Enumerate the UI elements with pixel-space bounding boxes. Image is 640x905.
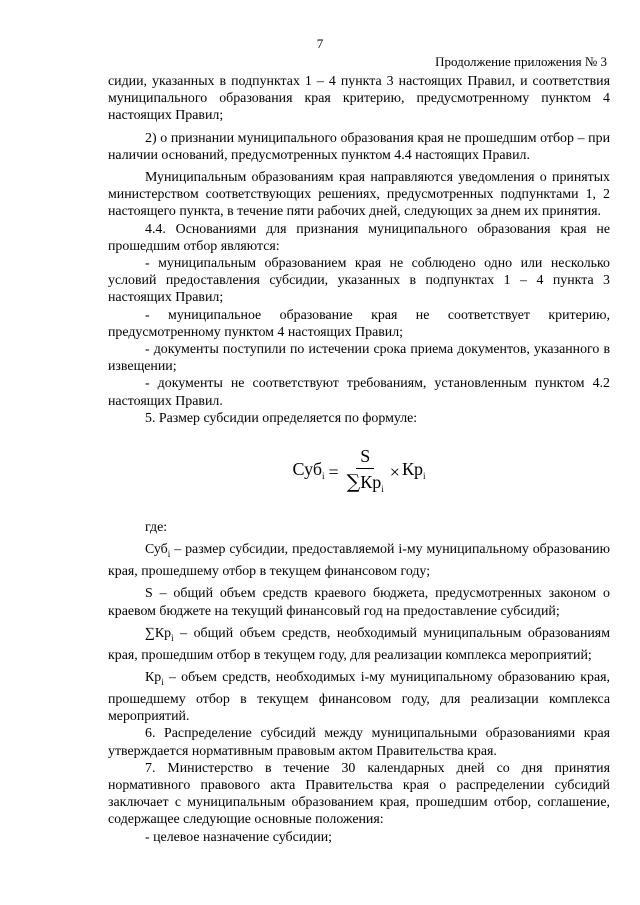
paragraph: 4.4. Основаниями для признания муниципального образования края не прошедшим отбор являются:: [108, 221, 610, 254]
subsidy-formula: [108, 427, 610, 519]
paragraph: 5. Размер субсидии определяется по формуле:: [145, 410, 418, 426]
page-number: 7: [316, 36, 324, 51]
paragraph: 6. Распределение субсидий между муниципальными образованиями края утверждается нормативным правовым актом Правительства края.: [108, 726, 610, 759]
formula-numerator: S: [356, 446, 374, 469]
formula-times: ×: [389, 462, 400, 483]
formula-denominator: $\sum Кр_i$: [346, 471, 384, 495]
definition-item: Суб$_i$ – размер субсидии, предоставляемой i-му муниципальному образованию края, прошедшему отбор в текущем финансовом году;: [108, 542, 610, 580]
paragraph: 7. Министерство в течение 30 календарных дней со дня принятия нормативного правового акта Правительства края о распределении субсидий заключает с муниципальным образованием края, прошедшим отбор, соглашение, содержащее следующие основные положения:: [108, 760, 610, 828]
list-item: - целевое назначение субсидии;: [145, 829, 333, 845]
paragraph: где:: [145, 520, 168, 536]
paragraph: 2) о признании муниципального образования края не прошедшим отбор – при наличии оснований, предусмотренных пунктом 4.4 настоящих Правил.: [108, 130, 610, 163]
definition-item: $\sum Кр_i$ – общий объем средств, необходимый муниципальным образованиям края, прошедшим отбор в текущем году, для реализации комплекса мероприятий;: [108, 625, 610, 663]
formula-rhs: $Кр_i$: [401, 458, 426, 481]
list-item: - муниципальное образование края не соответствует критерию, предусмотренному пунктом 4 настоящих Правил;: [108, 307, 610, 340]
formula-fraction: [347, 446, 384, 500]
formula-lhs: Суб$_i$: [292, 458, 325, 481]
list-item: - муниципальным образованием края не соблюдено одно или несколько условий предоставления субсидии, указанных в подпунктах 1 – 4 пункта 3 настоящих Правил;: [108, 256, 610, 306]
document-body: [108, 73, 610, 846]
formula-equals: =: [328, 462, 339, 483]
paragraph: Муниципальным образованиям края направляются уведомления о принятых министерством соответствующих решениях, предусмотренных подпунктами 1, 2 настоящего пункта, в течение пяти рабочих дней, следующих за днем их принятия.: [108, 170, 610, 220]
paragraph: сидии, указанных в подпунктах 1 – 4 пункта 3 настоящих Правил, и соответствия муниципального образования края критерию, предусмотренному пунктом 4 настоящих Правил;: [108, 74, 610, 124]
list-item: - документы не соответствуют требованиям, установленным пунктом 4.2 настоящих Правил.: [108, 376, 610, 409]
definition-item: $Кр_i$ – объем средств, необходимых i-му муниципальному образованию края, прошедшему отбор в текущем финансовом году, для реализации комплекса мероприятий.: [108, 670, 610, 725]
definition-item: S – общий объем средств краевого бюджета, предусмотренных законом о краевом бюджете на текущий финансовый год на предоставление субсидий;: [108, 586, 610, 619]
list-item: - документы поступили по истечении срока приема документов, указанного в извещении;: [108, 342, 610, 375]
appendix-note: Продолжение приложения № 3: [435, 54, 607, 69]
